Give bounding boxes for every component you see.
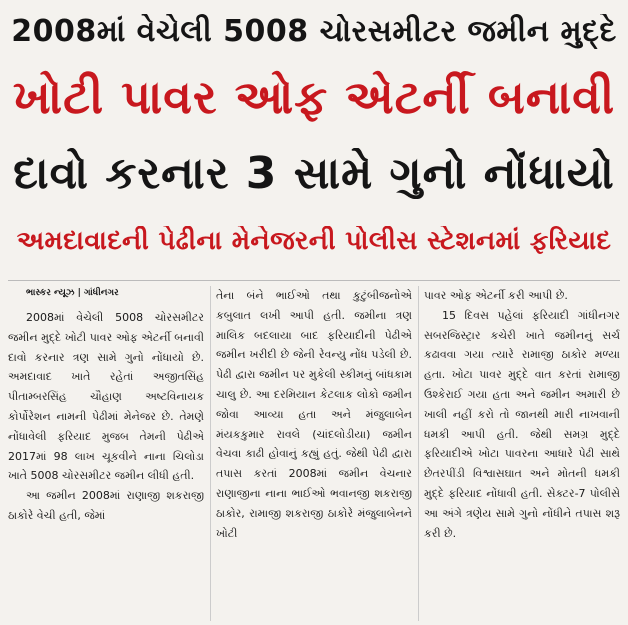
headline-line-1 (0, 14, 628, 49)
headline-line-3 (0, 148, 628, 199)
byline: ભાસ્કર ન્યૂઝ | ગાંધીનગર (26, 288, 119, 298)
subheadline (0, 226, 628, 257)
article-body (8, 286, 620, 621)
divider (8, 280, 620, 281)
column-divider (418, 286, 419, 621)
headline-text: ખોટી પાવર ઓફ એટર્ની બનાવી (12, 70, 616, 124)
paragraph: 2008માં વેચેલી 5008 ચોરસમીટર જમીન મુદ્દે ખોટી પાવર ઓફ એટર્ની બનાવી દાવો કરનાર ત્રણ સામે ગુનો નોંધાયો છે. અમદાવાદ ખાતે રહેતાં અજીતસિંહ પીતામ્બરસિંહ ચૌહાણ અષ્ટવિનાયક કોર્પોરેશન નામની પેઢીમાં મેનેજર છે. તેમણે નોંધાવેલી ફરિયાદ મુજબ તેમની પેઢીએ 2017માં 98 લાખ ચૂકવીને નાના ચિલોડા ખાતે 5008 ચોરસમીટર જમીન લીધી હતી. (8, 311, 204, 483)
headline-text: દાવો કરનાર 3 સામે ગુનો નોંધાયો (13, 148, 615, 199)
paragraph: પાવર ઓફ એટર્ની કરી આપી છે. (424, 289, 568, 302)
paragraph: તેના બંને ભાઈઓ તથા કુટુંબીજનોએ કબુલાત લખી આપી હતી. જમીના ત્રણ માલિક બદલાયા બાદ ફરિયાદીની પેઢીએ જમીન ખરીદી છે જેની રેવન્યુ નોંધ પડેલી છે. પેઢી દ્વારા જમીન પર મુકેલી સ્કીમનું બાંધકામ ચાલુ છે. આ દરમિયાન કેટલાક લોકો જમીન જોવા આવ્યા હતા અને મંજુલાબેન મંયકકુમાર રાવલે (ચાંદલોડીયા) જમીન વેચવા કાઢી હોવાનું કહ્યું હતું. જેથી પેઢી દ્વારા તપાસ કરતાં 2008માં જમીન વેચનાર રાણાજીના નાના ભાઈઓ ભવાનજી શકરાજી ઠાકોર, રામાજી શકરાજી ઠાકોરે મંજુલાબેનને ખોટી (216, 289, 412, 540)
article-column-1 (8, 286, 204, 621)
paragraph: આ જમીન 2008માં રાણાજી શકરાજી ઠાકોરે વેચી હતી, જેમાં (8, 489, 204, 522)
headline-text: અમદાવાદની પેઢીના મેનેજરની પોલીસ સ્ટેશનમાં ફરિયાદ (16, 226, 612, 256)
headline-line-2 (0, 70, 628, 126)
article-column-2 (216, 286, 412, 621)
headline-text: 2008માં વેચેલી 5008 ચોરસમીટર જમીન મુદ્દે (11, 14, 617, 49)
article-column-3 (424, 286, 620, 621)
column-divider (210, 286, 211, 621)
paragraph: 15 દિવસ પહેલાં ફરિયાદી ગાંધીનગર સબરજિસ્ટ્રાર કચેરી ખાતે જમીનનું સર્ચ કઢાવવા ગયા ત્યારે રામાજી ઠાકોર મળ્યા હતા. ખોટા પાવર મુદ્દે વાત કરતાં રામાજી ઉશ્કેરાઈ ગયા હતા અને જમીન અમારી છે ખાલી નહીં કરો તો જાનથી મારી નાખવાની ધમકી આપી હતી. જેથી સમગ્ર મુદ્દે ફરિયાદીએ ખોટા પાવરના આધારે પેઢી સાથે છેતરપીંડી વિશ્વાસઘાત અને મોતની ધમકી મુદ્દે ફરિયાદ નોંધાવી હતી. સેક્ટર-7 પોલીસે આ અંગે ત્રણેય સામે ગુનો નોંધીને તપાસ શરૂ કરી છે. (424, 308, 620, 540)
